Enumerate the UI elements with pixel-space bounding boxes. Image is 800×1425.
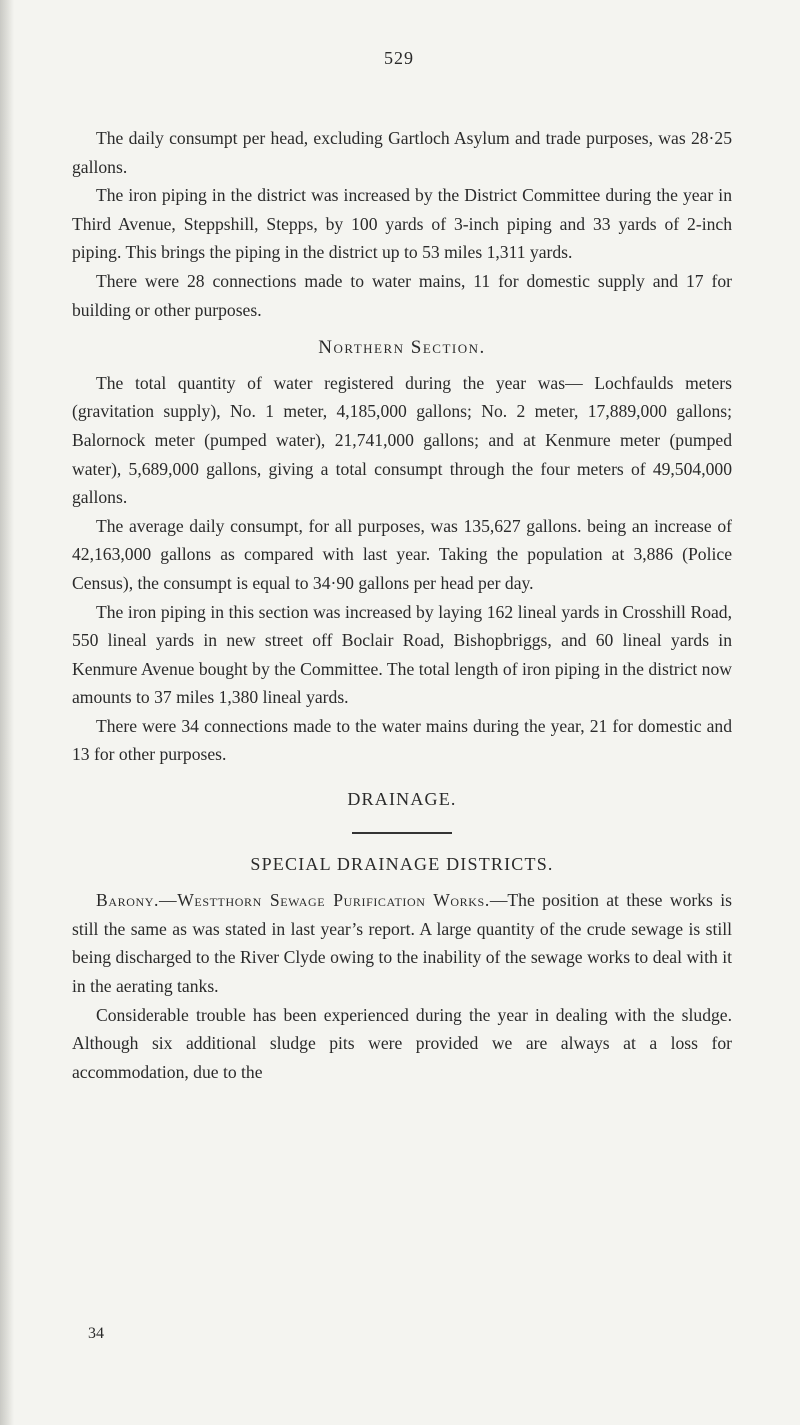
paragraph-iron-piping: The iron piping in the district was increased by the District Committee during the year in Third Avenue, Steppshill, Stepps, by 100 yards of 3-inch piping and 33 yards of 2-inch piping. This brings the piping in the district up to 53 miles 1,311 yards. [72, 185, 732, 263]
paragraph-sludge: Considerable trouble has been experienced during the year in dealing with the sludge. Although six additional sludge pits were provided we are always at a loss for accommodation, due to the [72, 1004, 732, 1082]
page-number: 529 [384, 48, 414, 68]
special-drainage-heading: SPECIAL DRAINAGE DISTRICTS. [250, 853, 554, 874]
signature-mark: 34 [88, 1325, 104, 1342]
heading-rule [352, 832, 452, 834]
paragraph-connections: There were 28 connections made to water mains, 11 for domestic supply and 17 for building or other purposes. [72, 270, 732, 320]
drainage-heading: DRAINAGE. [347, 789, 457, 810]
barony-runin-heading: Barony.—Westthorn Sewage Purification Works. [96, 890, 490, 911]
paragraph-barony [72, 886, 732, 1000]
paragraph-northern-connections: There were 34 connections made to the water mains during the year, 21 for domestic and 13 for other purposes. [72, 715, 732, 765]
northern-section-heading: Northern Section. [318, 337, 486, 359]
paragraph-average-daily: The average daily consumpt, for all purposes, was 135,627 gallons. being an increase of 42,163,000 gallons as compared with last year. Taking the population at 3,886 (Police Census), the consumpt is equal to 34·90 gallons per head per day. [72, 515, 732, 593]
binding-shadow [0, 0, 14, 1425]
paragraph-northern-iron-piping: The iron piping in this section was increased by laying 162 lineal yards in Crosshill Road, 550 lineal yards in new street off Boclair Road, Bishopbriggs, and 60 lineal yards in Kenmure Avenue bought by the Committee. The total length of iron piping in the district now amounts to 37 miles 1,380 lineal yards. [72, 601, 732, 708]
paragraph-total-quantity: The total quantity of water registered during the year was— Lochfaulds meters (gravitation supply), No. 1 meter, 4,185,000 gallons; No. 2 meter, 17,889,000 gallons; Balornock meter (pumped water), 21,741,000 gallons; and at Kenmure meter (pumped water), 5,689,000 gallons, giving a total consumpt through the four meters of 49,504,000 gallons. [72, 372, 732, 508]
body-text [72, 124, 732, 1086]
barony-paragraph-text: —The position at these works is still the same as was stated in last year’s report. A large quantity of the crude sewage is still being discharged to the River Clyde owing to the inability of the sewage works to deal with it in the aerating tanks. [72, 890, 732, 997]
paragraph-daily-consumpt: The daily consumpt per head, excluding Gartloch Asylum and trade purposes, was 28·25 gallons. [72, 128, 732, 177]
